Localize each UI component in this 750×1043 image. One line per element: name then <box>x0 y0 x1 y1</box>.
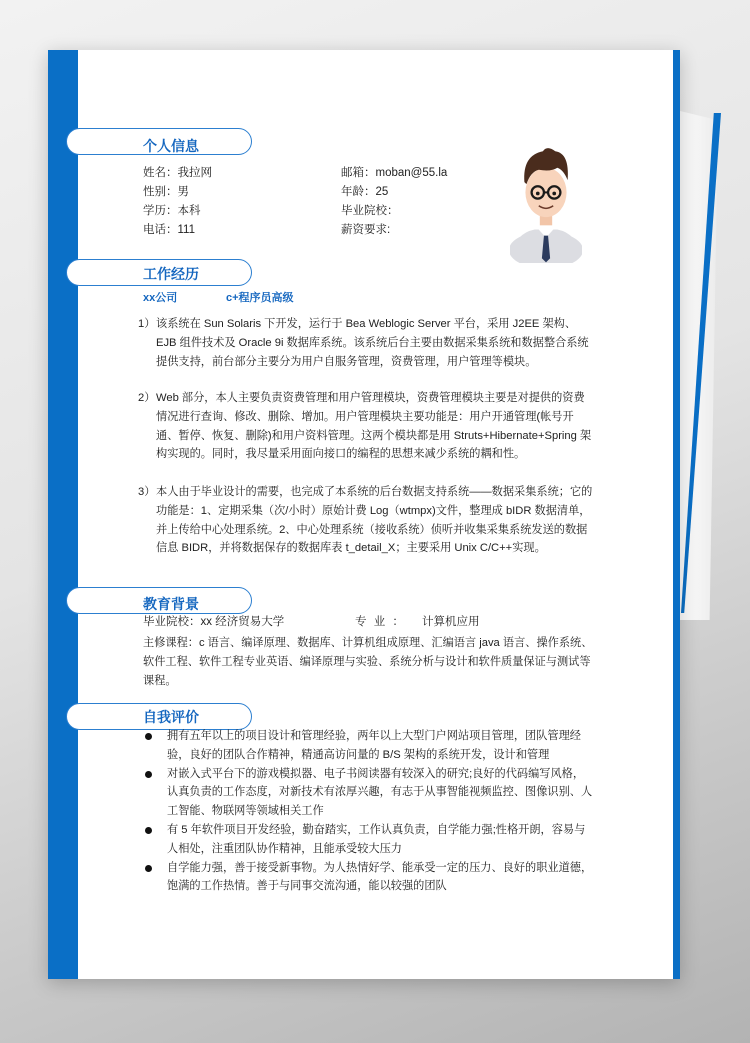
field-age: 年龄：25 <box>341 186 389 198</box>
field-salary: 薪资要求: <box>341 224 391 236</box>
self-eval-item <box>145 765 593 821</box>
section-title-personal: 个人信息 <box>143 138 199 154</box>
self-eval-list <box>145 727 593 896</box>
field-education: 学历：本科 <box>143 205 201 217</box>
self-eval-text: 自学能力强，善于接受新事物。为人热情好学、能承受一定的压力、良好的职业道德，饱满的工作热情。善于与同事交流沟通，能以较强的团队 <box>167 861 593 893</box>
self-eval-text: 拥有五年以上的项目设计和管理经验，两年以上大型门户网站项目管理，团队管理经验，良好的团队合作精神，精通高访问量的 B/S 架构的系统开发，设计和管理 <box>167 730 581 761</box>
work-item-number: 1） <box>138 318 156 330</box>
resume-page <box>48 50 680 979</box>
work-item-2 <box>138 389 593 464</box>
education-major-label: 专 业 ： <box>355 616 406 628</box>
work-position: c+程序员高级 <box>226 292 294 304</box>
section-title-self-eval: 自我评价 <box>143 709 199 725</box>
bullet-icon <box>145 865 152 872</box>
education-courses: 主修课程：c 语言、编译原理、数据库、计算机组成原理、汇编语言 java 语言、操作系统、软件工程、软件工程专业英语、编译原理与实验、系统分析与设计和软件质量保证与测试等课程。 <box>143 637 593 687</box>
bullet-icon <box>145 771 152 778</box>
work-item-3 <box>138 483 593 558</box>
self-eval-text: 对嵌入式平台下的游戏模拟器、电子书阅读器有较深入的研究;良好的代码编写风格，认真负责的工作态度，对新技术有浓厚兴趣，有志于从事智能视频监控、图像识别、人工智能、物联网等领域相关工作 <box>167 767 593 818</box>
education-major: 计算机应用 <box>422 616 480 628</box>
avatar-icon <box>510 128 582 263</box>
field-name: 姓名：我拉网 <box>143 167 212 179</box>
work-company: xx公司 <box>143 292 178 304</box>
work-item-number: 3） <box>138 486 156 498</box>
field-email: 邮箱：moban@55.la <box>341 167 448 179</box>
bullet-icon <box>145 827 152 834</box>
education-school: 毕业院校：xx 经济贸易大学 <box>143 616 285 628</box>
work-item-text: 该系统在 Sun Solaris 下开发，运行于 Bea Weblogic Server 平台，采用 J2EE 架构、EJB 组件技术及 Oracle 9i 数据库系统。该系统后台主要由数据采集系统和数据整合系统提供支持，前台部分主要分为用户自服务管理，资费管理，用户管理等模块。 <box>156 318 589 368</box>
work-item-text: 本人由于毕业设计的需要，也完成了本系统的后台数据支持系统——数据采集系统；它的功能是：1、定期采集（次/小时）原始计费 Log（wtmpx)文件，整理成 bIDR 数据清单，并上传给中心处理系统。2、中心处理系统（接收系统）侦听并收集采集系统发送的数据信息 BIDR，并将数据保存的数据库表 t_detail_X；主要采用 Unix C/C++实现。 <box>156 486 593 555</box>
self-eval-item <box>145 859 593 897</box>
work-item-1 <box>138 315 593 371</box>
section-title-education: 教育背景 <box>143 596 199 612</box>
self-eval-item <box>145 821 593 859</box>
self-eval-item <box>145 727 593 765</box>
right-accent-bar <box>673 50 680 979</box>
bullet-icon <box>145 733 152 740</box>
field-gender: 性别：男 <box>143 186 189 198</box>
left-accent-bar <box>48 50 78 979</box>
self-eval-text: 有 5 年软件项目开发经验，勤奋踏实，工作认真负责，自学能力强;性格开朗，容易与人相处，注重团队协作精神，且能承受较大压力 <box>167 823 586 855</box>
field-phone: 电话：111 <box>143 224 195 236</box>
work-item-text: Web 部分，本人主要负责资费管理和用户管理模块，资费管理模块主要是对提供的资费情况进行查询、修改、删除、增加。用户管理模块主要功能是：用户开通管理(帐号开通、暂停、恢复、删除)和用户资料管理。这两个模块都是用 Struts+Hibernate+Spring 架构实现的。同时，我尽量采用面向接口的编程的思想来减少系统的耦和性。 <box>156 392 592 461</box>
section-title-work: 工作经历 <box>143 266 199 282</box>
field-school: 毕业院校： <box>341 205 399 217</box>
work-item-number: 2） <box>138 392 156 404</box>
